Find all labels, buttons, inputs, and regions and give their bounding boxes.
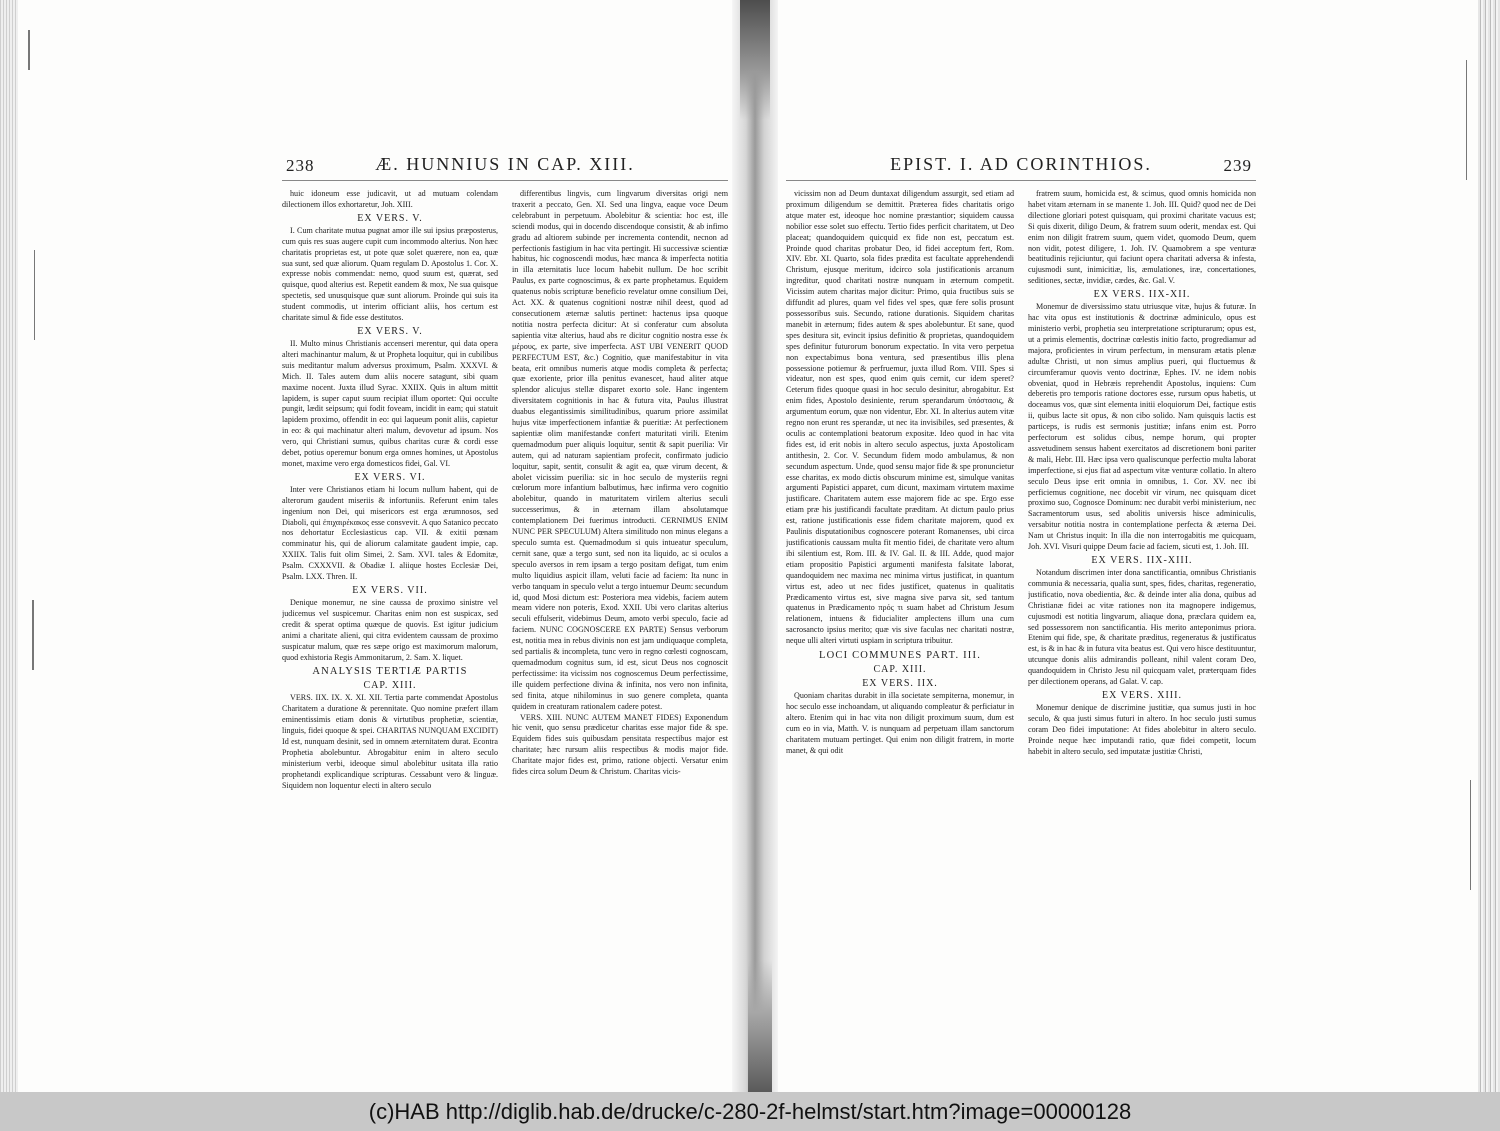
left-running-head: Æ. HUNNIUS IN CAP. XIII.	[375, 154, 635, 174]
section-heading: CAP. XIII.	[873, 664, 927, 676]
section-heading: EX VERS. IIX-XIII.	[1091, 555, 1193, 566]
left-page-columns	[282, 189, 728, 989]
right-running-head: EPIST. I. AD CORINTHIOS.	[890, 154, 1152, 174]
section-heading: EX VERS. IIX-XII.	[1093, 289, 1191, 301]
scan-mark	[32, 600, 34, 670]
paragraph: Monemur denique de discrimine justitiæ, qua sumus justi in hoc seculo, & qua justi simus futuri in altero. In hoc seculo justi sumus coram Deo fidei imputatione: At fides abolebitur in altero seculo. Proinde neque hæc imputandi ratio, quæ fidei competit, locum habebit in altero seculo, sed imputatæ justitiæ Christi,	[1028, 702, 1256, 756]
paragraph: VERS. XIII. NUNC AUTEM MANET FIDES) Exponendum hic venit, quo sensu prædicetur charitas esse major fide & spe. Equidem fides suis quibusdam pensitata respectibus major est charitate; hæc rursum aliis respectibus & modis major fide. Charitate major fides est, primo, ratione objecti. Versatur enim fides circa solum Deum & Christum. Charitas vicis-	[512, 712, 728, 777]
right-page-column-2	[1028, 189, 1256, 989]
scan-mark	[28, 30, 30, 70]
gutter-shadow-top	[740, 0, 770, 120]
left-page-column-2	[512, 189, 728, 989]
scan-mark	[34, 250, 35, 340]
right-page-header	[786, 150, 1256, 181]
section-heading: EX VERS. VII.	[352, 585, 428, 596]
right-page-columns	[786, 189, 1256, 989]
paragraph: Monemur de diversissimo statu utriusque vitæ, hujus & futuræ. In hac vita opus est institutionis & doctrinæ adminiculo, opus est ministerio verbi, prophetia seu interpretatione scripturarum; opus est, ut a primis elementis, doctrinæ cœlestis initio facto, progrediamur ad majora, proficientes in virum perfectum, in mensuram ætatis plenæ adultæ Christi, ut non simus amplius pueri, qui fluctuemus & circumferamur quovis vento doctrinæ, Ephes. IV. ne idem nobis obveniat, quod in Hebræis reprehendit Apostolus, inquiens: Cum deberetis pro temporis ratione doctores esse, rursum opus habetis, ut doceamus vos, quæ sint elementa initii eloquiorum Dei, factique estis ii, quibus lacte sit opus, & non cibo solido. Nam quisquis lactis est particeps, is rudis est sermonis justitiæ; infans enim est. Porro perfectorum est solidus cibus, nempe horum, qui propter assvetudinem sensus habent exercitatos ad discretionem boni pariter & mali, Hebr. III. Hæc ipsa vero qualiscunque perfectio multa laborat imperfectione, si ejus fiat ad aspectum vitæ venturæ collatio. In altero seculo Deus ipse erit omnia in omnibus, 1. Cor. XV. nec ibi perficiemus cognitione, nec docebit vir virum, nec quisquam dicet proximo suo, Cognosce Dominum: nec durabit verbi ministerium, nec Sacramentorum usus, sed abolitis universis hisce adminiculis, versabitur notitia nostra in contemplatione perfecta & æterna Dei. Nam ut Christus inquit: In illa die non interrogabitis me quicquam, Joh. XVI. Visuri quippe Deum facie ad faciem, sicuti est, 1. Joh. III.	[1028, 302, 1256, 552]
scan-mark	[1466, 60, 1467, 180]
left-page	[282, 150, 728, 1000]
right-page-edge	[1478, 0, 1500, 1092]
right-page-number: 239	[1223, 156, 1252, 175]
paragraph: II. Multo minus Christianis accenseri merentur, qui data opera alteri machinantur malum, & ut Propheta loquitur, qui in cubilibus suis meditantur malum adversus proximum, Psalm. XXXVI. & Mich. II. Tales autem dum aliis nocere satagunt, sibi quam maxime nocent. Juxta illud Syrac. XXIIX. Quis in altum mittit lapidem, is super caput suum recipiat illum oportet: Qui occulte pungit, lædit seipsum; qui fodit foveam, incidit in eam; qui statuit lapidem proximo, offendit in eo: qui laqueum ponit aliis, capietur in eo: & qui machinatur alteri malum, devovetur ad ipsum. Nos vero, qui Christiani sumus, quibus charitas curæ & cordi esse debet, potius operemur bonum erga omnes homines, ut Apostolus monet, maxime vero erga domesticos fidei, Gal. VI.	[282, 338, 498, 468]
paragraph: differentibus lingvis, cum lingvarum diversitas origi nem traxerit a peccato, Gen. XI. Sed una lingva, eaque voce Deum celebrabunt in perpetuum. Abolebitur & scientia: hoc est, ille sciendi modus, qui in docendo discendoque consistit, & ab infimo gradu ad altiorem subinde per incrementa contendit, necnon ad perfectionis fastigium in hac vita pertingit. Hi successivæ scientiæ habitus, hic cognoscendi modus, hæc manca & imperfecta notitia in illa æternitatis luce locum habebit nullum. De hoc scribit Paulus, ex parte cognoscimus, & ex parte prophetamus. Equidem quatenus nobis scripturæ beneficio revelatur omne consilium Dei, Act. XX. & quatenus cognitioni nostræ nihil deest, quod ad consecutionem æternæ salutis pertinet: hactenus ipsa quoque notitia nostra perfecta dicitur: At si conferatur cum absoluta sapientia vitæ alterius, haud abs re dicitur cognitio nostra esse ἐκ μέρους, ex parte, sive imperfecta. AST UBI VENERIT QUOD PERFECTUM EST, &c.) Cognitio, quæ manifestabitur in vita beata, erit omnibus numeris atque modis completa & perfecta; quæ exoriente, prior illa penitus evanescet, haud aliter atque splendor alicujus stellæ disparet exorto sole. Hanc ingentem diversitatem cognitionis in hac & futura vita, Paulus illustrat duabus elegantissimis similitudinibus, quarum priore assimilat hujus vitæ imperfectionem infantiæ & pueritiæ: At perfectionem sapientiæ olim manifestandæ confert maturitati virili. Etenim quemadmodum puer aliquis loquitur, sentit & sapit puerilia: Vir autem, qui ad naturam sapientiam profecit, confirmato judicio loquitur, sapit, sentit, consulit & agit ea, quæ virum decent, & abolet vicissim puerilia: sic in hoc seculo de mysteriis regni cœlorum more infantium balbutimus, hæc infirma vero cognitio abolebitur, quando in maturitatem virilem alterius seculi successerimus, & in æternam illam absolutamque contemplationem Dei fuerimus introducti. CERNIMUS ENIM NUNC PER SPECULUM) Altera similitudo non minus elegans a speculo sumta est. Quemadmodum si quis intueatur speculum, cernit sane, quæ a tergo sunt, sed non ita liquido, ac si oculos a speculo aversos in rem ipsam a tergo positam defigat, tum enim multo liquidius aspicit illam, veluti facie ad faciem: Ita nunc in verbo tanquam in speculo velut a tergo intuemur Deum: secundum id, quod Mosi dictum est: Posteriora mea videbis, faciem autem meam videre non poteris, Exod. XXII. Ubi vero claritas alterius seculi effulserit, videbimus Deum, amoto verbi speculo, facie ad faciem. NUNC COGNOSCERE EX PARTE) Sensus verborum est, notitia mea in rebus divinis non est jam undiquaque completa, sed partialis & incompleta, tunc vero in regno cœlesti cognoscam, quemadmodum cognitus sum, id est, sicut Deus nos cognoscit perfectissime: ita vicissim nos cognoscemus Deum perfectissime, ille quidem perfectione divina & infinita, nos vero non infinita, sed finita, atque nihilominus in suo genere completa, quanta quidem in creaturam rationalem cadere potest.	[512, 189, 728, 711]
paragraph: huic idoneum esse judicavit, ut ad mutuam colendam dilectionem illos exhortaretur, Joh. XIII.	[282, 189, 498, 209]
section-heading: LOCI COMMUNES PART. III.	[818, 650, 982, 662]
section-heading: EX VERS. IIX.	[862, 678, 938, 690]
book-gutter	[732, 0, 778, 1092]
footer-caption: (c)HAB http://diglib.hab.de/drucke/c-280-2f-helmst/start.htm?image=00000128	[368, 1098, 1132, 1124]
section-heading: CAP. XIII.	[363, 680, 417, 692]
right-page-column-1	[786, 189, 1014, 989]
right-page	[786, 150, 1256, 1000]
scan-mark	[1470, 780, 1471, 890]
section-heading: EX VERS. XIII.	[1102, 689, 1182, 701]
paragraph: Inter vere Christianos etiam hi locum nullum habent, qui de alterorum gaudent miseriis & infortuniis. Referunt enim tales ingenium non Dei, qui misericors est erga ærumnosos, sed Diaboli, qui ἐπιχαιρέκακος esse consvevit. A quo Satanico peccato nos dehortatur Ecclesiasticus cap. VII. & exitii pœnam comminatur his, qui de aliorum calamitate gaudent impie, cap. XXIIX. Talis fuit olim Simei, 2. Sam. XVI. tales & Edomitæ, Psalm. CXXXVII. & Obadiæ I. aliique hostes Ecclesiæ Dei, Psalm. LXX. Thren. II.	[282, 484, 498, 582]
copyright-footer	[0, 1092, 1500, 1131]
section-heading: EX VERS. V.	[357, 325, 423, 337]
paragraph: Denique monemur, ne sine caussa de proximo sinistre vel judicemus vel suspicemur. Charitas enim non est suspicax, sed credit & sperat optima quæque de quovis. Est igitur judicium animi a charitate alieni, qui citra evidentem caussam de proximo suspicatur malum, quæ res sæpe origo est maximorum malorum, quod exhistoria Regis Ammonitarum, 2. Sam. X. liquet.	[282, 598, 498, 662]
gutter-shadow-bottom	[748, 960, 772, 1092]
paragraph: Notandum discrimen inter dona sanctificantia, omnibus Christianis communia & necessaria, qualia sunt, spes, fides, charitas, regeneratio, justificatio, nova obedientia, &c. & deinde inter alia dona, quibus ad Christianæ fidei ac vitæ rationes non ita magnopere indigemus, cujusmodi est notitia lingvarum, aliaque dona, præclara quidem ea, sed possessorem non sanctificantia. His merito anteponimus priora. Etenim qui fide, spe, & charitate præditus, regeneratus & justificatus est, is & in hac & in futura vita beatus est. Qui vero hisce destituuntur, utcunque donis aliis admirandis polleant, nihil valent coram Deo, quandoquidem in Christo Jesu nil quicquam valet, præterquam fides per dilectionem operans, ad Galat. V. cap.	[1028, 568, 1256, 687]
left-page-header	[282, 150, 728, 181]
section-heading: ANALYSIS TERTIÆ PARTIS	[312, 666, 468, 678]
section-heading: EX VERS. V.	[357, 212, 423, 224]
paragraph: fratrem suum, homicida est, & scimus, quod omnis homicida non habet vitam æternam in se manente 1. Joh. III. Quid? quod nec de Dei dilectione gloriari potest quisquam, qui proximi charitate vacuus est; Si quis dixerit, diligo Deum, & fratrem suum oderit, mendax est. Qui enim non diligit fratrem suum, quem videt, quomodo Deum, quem non vidit, potest diligere, 1. Joh. IV. Quamobrem a spe venturæ beatitudinis rejiciuntur, qui faciunt opera charitati adversa & infesta, cujusmodi sunt, inimicitiæ, lis, æmulationes, iræ, concertationes, seditiones, sectæ, invidiæ, cædes, &c. Gal. V.	[1028, 189, 1256, 286]
paragraph: vicissim non ad Deum duntaxat diligendum assurgit, sed etiam ad proximum diligendum se demittit. Præterea fides charitatis origo atque mater est, ideoque hoc nomine præstantior; siquidem caussa nobilior esse solet suo effectu. Tertio fides perficit charitatem, ut Deo placeat; quandoquidem quicquid ex fide non est, peccatum est. Proinde quod charitas probatur Deo, id fidei acceptum fert, Rom. XIV. Ebr. XI. Quarto, sola fides prædita est facultate apprehendendi Christum, ejusque meritum, idcirco sola justificationis arcanum ingreditur, quod charitati nostræ nunquam in æternum competit. Vicissim autem charitas major dicitur: Primo, quia fructibus suis se diffundit ad plures, quam vel fides vel spes, quæ fere solis prosunt possessoribus suis. Secundo, ratione durationis. Siquidem charitas manebit in æternum; fides autem & spes abolebuntur. Et sane, quod spes desitura sit, evincit ipsius definitio & proprietas, quandoquidem spes definitur futurorum bonorum expectatio. In vita vero perpetua non expectabimus bona ventura, sed præsentibus illis plena possessione potiemur & perfruemur, juxta illud Rom. VIII. Spes si videatur, non est spes, quod enim quis cernit, cur idem speret? Ceterum fides quoque quasi in hoc seculo desinitur, abrogabitur. Est enim fides, Apostolo desiniente, rerum sperandarum ὑπόστασις, & argumentum eorum, quæ non videntur, Ebr. XI. In alterius autem vitæ regno non erunt res sperandæ, ut nec ita invisibiles, sed præsentes, & oculis ac contemplationi beatorum expositæ. Ideo quod in hac vita fides est, id erit nobis in altero seculo aspectus, juxta Apostolicam antithesin, 2. Cor. V. Secundum fidem modo ambulamus, & non secundum aspectum. Unde, quod sensu major fide & spe pronuncietur esse charitas, ex modo dictis obscurum minime est, simulque vanitas argumenti Papistici apparet, cum dicunt, maximam virtutem maxime justificare. Charitatem autem esse majorem fide ac spe. Ergo esse etiam præ his justificandi facultate præditam. At dictum paulo prius est, ratione justificationis esse fidem charitate majorem, quod ex Paulinis disputationibus cognoscere poterant Romanenses, ubi circa justificationis caussam multa fit mentio fidei, de charitate vero altum ibi silentium est, Rom. III. & IV. Gal. II. & III. Adde, quod major etiam propositio Papistici argumenti manifesta falsitate laborat, quandoquidem nec maxima nec minima virtus justificat, in quantum virtus est, adeo ut nec fides justificet, quatenus in qualitatis Prædicamento virtus est, sive magna sive parva sit, sed tantum quatenus in Prædicamento πρός τι suam habet ad Christum Jesum relationem, intuens & fiducialiter amplectens illum una cum sacrosancto ipsius merito; quæ vis sive faculas nec charitati nostræ, neque ulli alteri virtuti uspiam in scriptura tribuitur.	[786, 189, 1014, 646]
section-heading: EX VERS. VI.	[354, 471, 426, 483]
left-page-column-1	[282, 189, 498, 989]
left-page-number: 238	[286, 156, 315, 175]
paragraph: Quoniam charitas durabit in illa societate sempiterna, monemur, in hoc seculo esse inchoandam, ut aliquando compleatur & perficiatur in altero. Etenim qui in hac vita non diligit proximum suum, dum est cum eo in via, Matth. V. is nunquam ad perpetuam illam sanctorum charitatem mutuam pertinget. Qui enim non diligit fratrem, in morte manet, & qui odit	[786, 691, 1014, 755]
paragraph: VERS. IIX. IX. X. XI. XII. Tertia parte commendat Apostolus Charitatem a duratione & perennitate. Quo nomine præfert illam eminentissimis etiam donis & virtutibus prophetiæ, scientiæ, linguis, fidei quoque & spei. CHARITAS NUNQUAM EXCIDIT) Id est, nunquam desinit, sed in omnem æternitatem durat. Econtra Prophetia abolebuntur. Abrogabitur enim in altero seculo ministerium verbi, ideoque simul abolebitur usitata illa ratio prophetandi explicandique scripturas. Cessabunt vero & linguæ. Siquidem non loquentur electi in altero seculo	[282, 693, 498, 790]
paragraph: I. Cum charitate mutua pugnat amor ille sui ipsius præposterus, cum quis res suas augere cupit cum incommodo alterius. Non hæc charitatis proprietas est, ut pote quæ solet quærere, non ea, quæ sua sunt, sed quæ aliorum. Quam regulam D. Apostolus 1. Cor. X. expresse nobis commendat: nemo, quod suum est, quærat, sed quisque, quod alterius est. Repetit eandem & mox, Ne sua quisque spectetis, sed unusquisque quæ sunt aliorum. Proinde qui suis ita student commodis, ut interim officiant aliis, hos certum est charitate simul & fide esse destitutos.	[282, 225, 498, 323]
left-page-edge	[0, 0, 18, 1092]
